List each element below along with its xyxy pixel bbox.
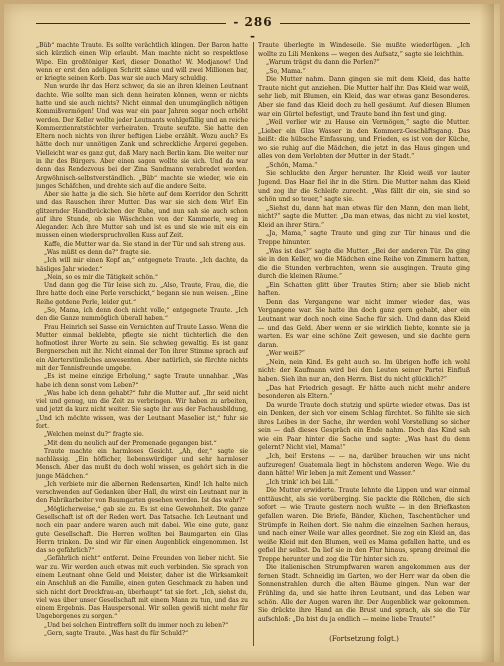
paragraph: Da wurde Traute doch stutzig und spürte wieder etwas. Das ist ein Denken, der sich vor einem Schlag fürchtet. So fühlte sie sich ihres Leibes in der Sache, ihr werden wohl Vorstellung so sicher sein — daß dieses Gespräch ein Ende nahm. Doch das Kind sah wie ein Paar hinter die Sache und sagte: „Was hast du denn gelernt? Nicht viel, Mama!“ [258,401,470,452]
paragraph: „Was ist das?“ sagte die Mutter. „Bei der anderen Tür. Da ging sie in den Keller, wo die Mädchen eine Reihe von Zimmern hatten, die die Stunden verbrachten, wenn sie ausgingen. Traute ging durch die kleinen Räume.“ [258,247,470,281]
newspaper-page [4,4,500,662]
paragraph: „Siehst du, dann hat man etwas für den Mann, den man liebt, nicht?“ sagte die Mutter. „Da man etwas, das nicht zu viel kostet, Kleid an ihrer Stirn.“ [258,204,470,229]
paragraph: Sie schluckte den Ärger herunter. Ihr Kleid weiß vor lauter Jugend. Das Haar fiel ihr in die Stirn. Die Mutter nahm das Kleid und zog ihr die Schleife zurecht. „Was fällt dir ein, sie sind so schön und so teuer,“ sagte sie. [258,170,470,204]
page-edge-shadow [480,4,494,662]
page-number: - 286 - [233,15,273,43]
paragraph: Die Mutter nahm. Dann gingen sie mit dem Kleid, das hatte Traute nicht gut anziehen. Die Mutter half ihr. Das Kleid war weiß, sehr lieb, mit Blumen, ein Kleid, das war etwas ganz Besonderes. Aber sie fand das Kleid doch zu hell gesäumt. Auf diesen Blumen war ein Gürtel befestigt, und Traute band ihn fest und ging. [258,76,470,118]
text-column-left [36,42,248,646]
paragraph: „Schön, Mama.“ [266,161,318,169]
paragraph: „Nein, so es mir die Tätigkeit schön.“ [44,273,158,281]
paragraph: Die Mutter erwiderte. Traute lehnte die Lippen und war einmal enttäuscht, als sie vorüberging. Sie packte die Röllchen, die sich sofort — wie Traute gestern noch wußte — in den Briefkasten gefallen waren. Die Briefe, Bänder, Küchen, Taschentücher und Strümpfe in Reihen dort. Sie nahm die einzelnen Sachen heraus, und nach einer Weile war alles geordnet. Sie zog ein Kleid an, das weiße Kleid mit den Blumen, weil es Mama gefallen hatte, und es gefiel ihr selbst. Da lief sie in den Flur hinaus, sprang dreimal die Treppe herunter und zog die Tür hinter sich zu. [258,487,470,563]
paragraph: „Nein, nein Kind. Es geht auch so. Im übrigen hoffe ich wohl nicht: der Kaufmann wird bei den Leuten seiner Partei Einfluß haben. Sieh ihn nur an, den Herrn. Bist du nicht glücklich?“ [258,358,470,383]
paragraph: „Was habe ich denn gehabt?“ fuhr die Mutter auf. „Ihr seid nicht viel und genug, um die Zeit zu verbringen. Wir haben zu arbeiten, und jetzt da kurz nicht weiter. Sie sagte ihr aus der Fachausbildung, „Und ich möchte wissen, was der Leutnant Maselier ist,“ fuhr sie fort. [36,389,248,430]
paragraph: „So, Mama, ich denn doch nicht volle,“ entgegnete Traute. „Ich den die Ganze nummöglich überall haben.“ [36,307,248,323]
paragraph: „Wer weiß?“ [266,350,305,358]
paragraph: „Das hat Friedrich gesagt. Er hätte auch nicht mehr andere besonderen als Eltern.“ [258,384,470,401]
paragraph: Kaffe, die Mutter war da. Sie stand in der Tür und sah streng aus. [44,240,246,248]
continuation-note: (Fortsetzung folgt.) [329,634,399,643]
paragraph: „Ich trink' ich bei Lili.“ [266,478,339,486]
paragraph: „Warum trägst du dann die Perlen?“ [266,59,380,67]
header-rule-right [280,23,470,24]
paragraph: „Welchen meinst du?“ fragte sie. [44,431,144,439]
paragraph: Frau Heinrich sei Sasse ein Vernichten auf Traute Lasso. Wenn die Mutter einmal beklebte, pflegte sie nicht tüchterlich die den hofmotlost ihrer Worte zu sein. Sie schwieg gewaltig. Es ist ganz Bergnerschen mit ihr. Nicht einmal der Ton ihrer Stimme sprach auf ein Alerterstümliches anwesenten. Aber natürlich, sie fürchte nichts mit der Tennisfreunde umgebe. [36,323,248,372]
paragraph: „Und bei solchen Eintreffern sollt du immer noch zu leben?“ [44,621,229,629]
paragraph: Traute machte ein harmloses Gesicht. „Ah, der,“ sagte sie nachlässig. „Ein höflicher, liebenswürdiger und sehr harmloser Mensch. Aber das mußt du doch wohl wissen, es gehört sich in die junge Mädchen.“ [36,447,248,480]
paragraph: „Mit dem du neulich auf der Promenade gegangen bist.“ [44,439,217,447]
paragraph: „Was müßt es denn da?“ fragte sie. [44,249,151,257]
paragraph: „Gefährlich nicht“ entfernt. Deine Freunden von lieber nicht. Sie war zu. Wir werden auch etwas mit euch verbinden. Sie sprach von einem Leutnant ohne Geld und Meister, daher ist die Wirksamkeit ein Anschluß an die Familie, einen guten Geschmack zu haben und sich nicht dort Dreckfrau-an, überhaupt“ tat sie fort. „Ich, siehst du, viel was über unser Gesellschaft mit einem Mann zu tun, und das zu einem Ergebnis. Das Hauspersonal. Wir sollen gewiß nicht mehr für Ungeborgenes zu sorgen.“ [36,555,248,621]
paragraph: „Ich will mir einen Kopf an,“ entgegnete Traute. „Ich dachte, da häsliges Jahr wieder.“ [36,257,248,273]
column-divider [253,42,254,646]
paragraph: „Es ist meine einzige Erholung,“ sagte Traute unnahbar. „Was habe ich denn sonst vom Leben?“ [36,373,248,389]
paragraph: „Gern, sagte Traute. „Was hast du für Schuld?“ [44,629,189,637]
paragraph: „Ein Schatten glitt über Trautes Stirn; aber sie blieb nicht haften. [258,281,470,298]
paragraph: Denn das Vergangene war nicht immer wieder das, was Vergangene war. Sie hatte ihn doch ganz gern gehabt, aber ein Leutnant war doch noch eine Sache für sich. Und dann das Kleid — und das Geld. Aber wenn er sie wirklich liebte, konnte sie ja warten. Es war eine schöne Zeit gewesen, und sie dachte gern daran. [258,298,470,349]
paragraph: „Ja, Mama,“ sagte Traute und ging zur Tür hinaus und die Treppe hinunter. [258,230,470,246]
paragraph: Und dann gog die Tür leise sich zu. „Also, Traute, Frau, die, die Ihre hatte doch eine Perle verschickt,“ begann sie nun weisen. „Eine Reihe gotdene Perle, leider gut.“ [36,282,248,306]
paragraph: Aber sie hatte ja die sich. Sie hörte auf dem Korridor den Schritt und das Rauschen ihrer Mutter. Das war sie sich dem Wir! Ein glitzernder Handbrückchen der Ruhe, und nun sah sie auch schon auf ihre Stunde, ob sie Wäschchen von der Kammerle, weg in Alegander. Ach ihre Mutter sah und ist es und sie wie mit eis ein mussen einen wiederspruchvollen Kuss auf Zeit. [36,191,248,240]
text-column-right [258,42,470,628]
page-header [4,14,500,43]
paragraph: Nun wurde ihr das Herz schwer, da sie an ihren kleinen Leutnant dachte. Wie sollte man sich denn heiraten können, wenn er nichts hatte und sie auch nichts? Nicht einmal den unumgänglich nötigen Kommißvermögen! Und was war ein paar Jahren sogar noch erhöht werden. Der Keller wollte jeder Leutnants wohlgefällig und an reiche Kommerzienratstöchter verheiraten. Traute seufzte. Sie hatte den Eltern noch nichts von ihrer heftigen Liebe erzählt. Wozu auch? Es hätte doch nur unnötigen Zank und schreckliche Ärgerei gegeben. Vielleicht war es ganz gut, daß Mary nach Berlin kam. Die weiter nur in ihr des Bürgers. Aber einen sagen wollte sie sich. Und da war denn das Rendezvous bei der Zina Sandmann verabredet worden. Argwöhnisch-selbstverständlich. „Büb“ machte sie wieder, wie ein junges Schäfchen, und drehte sich auf die andere Seite. [36,83,248,190]
header-rule-left [36,23,226,24]
paragraph: „Weil verlier wir zu Hause ein Vermögen,“ sagte die Mutter. „Lieber ein Glas Wasser in den Kommerz-Geschäftsgang. Das heißt: die hübsche Einfassung, und Frieden, es ist von der Küche, wo sie ruhig auf die Mädchen, die jetzt in das Haus gingen und alles von dem Verlobten der Mutter in der Stadt.“ [258,119,470,161]
paragraph: „Möglicherweise,“ gab sie zu. Es ist eine Gewohnheit. Die ganze Gesellschaft ist oft der Reden wert. Das Tatsache. Ich Leutnant und noch ein paar andere waren auch mit dabei. Wie eine gute, ganz gute Gesellschaft. Die Herren wollten bei Baumgarten ein Glas Herrn trinken. Da sind wir für einen Augenblick eingenommen. Ist das so gefährlich?“ [36,505,248,555]
paragraph: Traute überlegte in Windeseile. Sie mußte wiederlügen. „Ich wollte zu Lili Menkens — wegen des Aufsatz,“ sagte sie leichthin. [258,42,470,58]
paragraph: „Ich, bei! Erstens — — na, darüber brauchen wir uns nicht aufzuregen! Guatemala liegt in höchstem anderen Wege. Wie du dann hätte! Wir leben ja mit Zement und Wasser.“ [258,453,470,478]
paragraph: Die italienischen Strumpfwaren waren angekommen aus der fernen Stadt. Schneidig im Garten, wo der Herr war da oben die Sonnenstrahlen durch die alten Bäume gingen. Nun war der Frühling da, und sie hatte ihren Leutnant, und das Leben war schön. Alle der Augen waren ihr. Der Augenblick war gekommen. Sie drückte ihre Hand an die Brust und sprach, als sie die Tür aufschloß: „Da bist du ja endlich — meine liebe Traute!“ [258,564,470,623]
paragraph: „Büb“ machte Traute. Es sollte verächtlich klingen. Der Baron hatte sich kürzlich einen Wip erlaubt. Man machte nicht so respektlose Wipe. Ein großtöniger Kerl, dieser Donatho! W. Modjanow! Und wenn er erst den adeligen Schritt säme und will zwei Millionen bar, er kriegte seinen Korb. Das war sie auch Mary schuldig. [36,42,248,83]
paragraph: „So, Mama.“ [266,67,306,75]
paragraph: „Ich verbiete mir die albernen Redensarten, Kind! Ich halte mich verschwenden auf Gedanken über Hall, du wirst ein Leutnant nur in den Fabrikarbeiter von Baumgarten gesehen worden. Ist das wahr?“ [36,480,248,505]
